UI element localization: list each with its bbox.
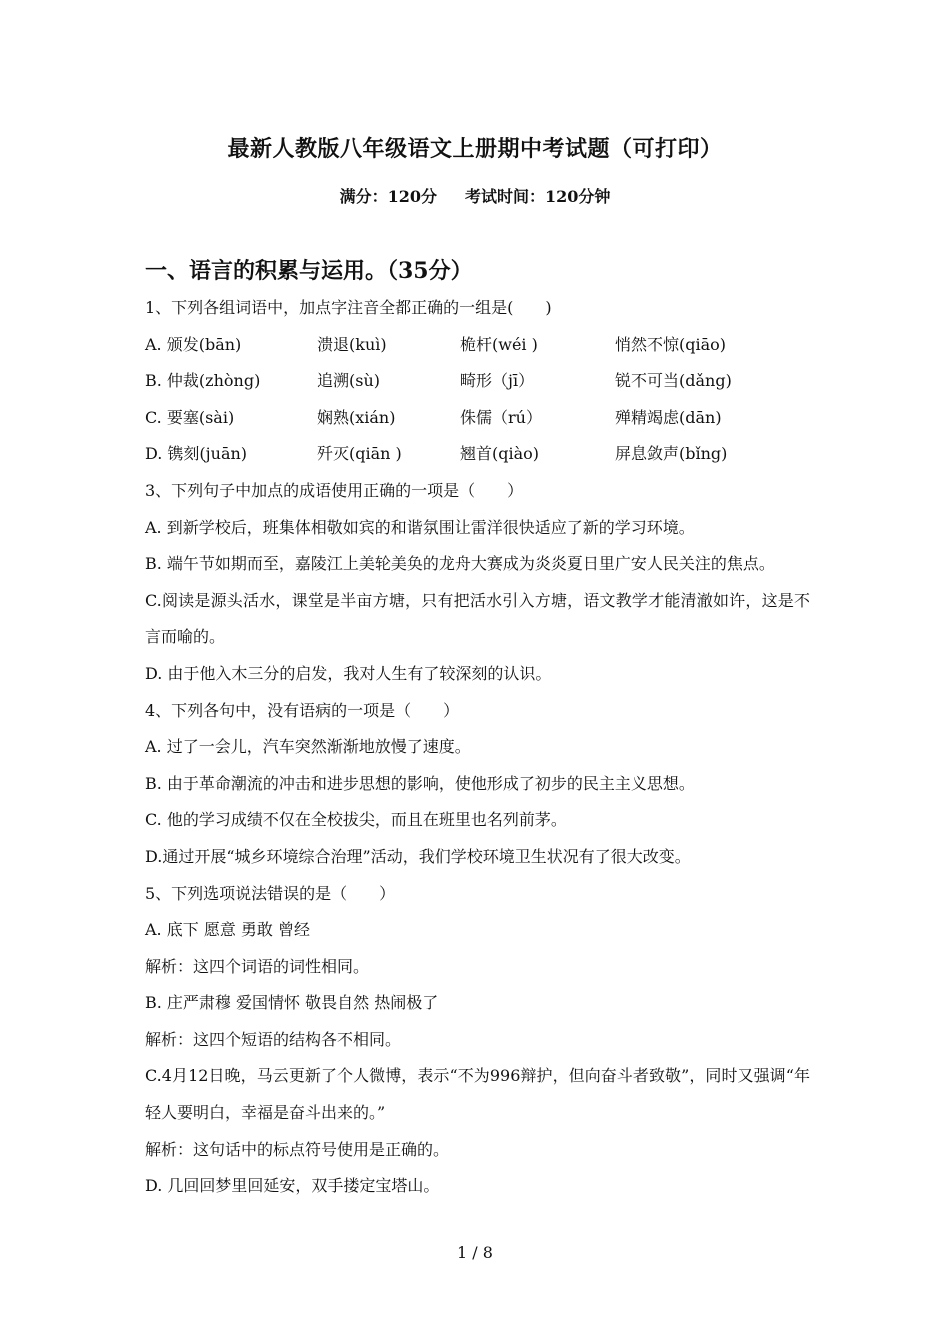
option-cell: 溃退(kuì): [317, 334, 387, 354]
question-3-option-b: B. 端午节如期而至，嘉陵江上美轮美奂的龙舟大赛成为炎炎夏日里广安人民关注的焦点。: [145, 554, 775, 574]
exam-time: 考试时间：120分钟: [465, 187, 611, 206]
question-5-option-c: C.4月12日晚，马云更新了个人微博，表示“不为996辩护，但向奋斗者致敬”，同时又强调“年轻人要明白，幸福是奋斗出来的。”: [145, 1066, 810, 1123]
full-score: 满分：120分: [339, 187, 437, 206]
option-cell: 侏儒（rú）: [460, 407, 542, 427]
option-cell: 追溯(sù): [317, 371, 381, 391]
question-1-row-b: [145, 363, 810, 400]
option-cell: A. 颁发(bān): [145, 334, 242, 354]
question-5-option-b: B. 庄严肃穆 爱国情怀 敬畏自然 热闹极了: [145, 993, 439, 1013]
question-4-option-a: A. 过了一会儿，汽车突然渐渐地放慢了速度。: [145, 737, 471, 757]
exam-meta: [0, 184, 950, 207]
question-5-stem: 5、下列选项说法错误的是（ ）: [145, 883, 396, 903]
option-cell: 翘首(qiào): [460, 444, 540, 464]
question-4-stem: 4、下列各句中，没有语病的一项是（ ）: [145, 700, 460, 720]
option-cell: B. 仲裁(zhòng): [145, 371, 261, 391]
option-cell: 锐不可当(dǎng): [615, 371, 732, 391]
exam-content: [145, 252, 810, 1205]
section-heading: 一、语言的积累与运用。（35分）: [145, 258, 473, 284]
option-cell: 屏息敛声(bǐng): [615, 444, 728, 464]
question-1-row-c: [145, 400, 810, 437]
question-3-option-a: A. 到新学校后，班集体相敬如宾的和谐氛围让雷洋很快适应了新的学习环境。: [145, 517, 695, 537]
question-3-stem: 3、下列句子中加点的成语使用正确的一项是（ ）: [145, 480, 524, 500]
option-cell: 殚精竭虑(dān): [615, 407, 722, 427]
question-4-option-c: C. 他的学习成绩不仅在全校拔尖，而且在班里也名列前茅。: [145, 810, 567, 830]
question-1-row-d: [145, 436, 810, 473]
option-cell: C. 要塞(sài): [145, 407, 235, 427]
question-5-note-a: 解析：这四个词语的词性相同。: [145, 956, 370, 976]
question-4-option-d: D.通过开展“城乡环境综合治理”活动，我们学校环境卫生状况有了很大改变。: [145, 846, 691, 866]
question-1-row-a: [145, 327, 810, 364]
question-5-note-c: 解析：这句话中的标点符号使用是正确的。: [145, 1139, 450, 1159]
option-cell: 畸形（jī）: [460, 371, 535, 391]
page-number: 1 / 8: [457, 1243, 493, 1262]
option-cell: 悄然不惊(qiāo): [615, 334, 727, 354]
option-cell: 歼灭(qiān ): [317, 444, 402, 464]
question-5-option-d: D. 几回回梦里回延安，双手搂定宝塔山。: [145, 1176, 440, 1196]
question-1-stem: 1、下列各组词语中，加点字注音全都正确的一组是( ): [145, 298, 552, 317]
question-4-option-b: B. 由于革命潮流的冲击和进步思想的影响，使他形成了初步的民主主义思想。: [145, 773, 695, 793]
question-5-note-b: 解析：这四个短语的结构各不相同。: [145, 1029, 402, 1049]
page-title: 最新人教版八年级语文上册期中考试题（可打印）: [227, 136, 723, 162]
option-cell: 娴熟(xián): [317, 407, 396, 427]
question-5-option-a: A. 底下 愿意 勇敢 曾经: [145, 920, 310, 940]
option-cell: 桅杆(wéi ): [460, 334, 538, 354]
option-cell: D. 镌刻(juān): [145, 444, 248, 464]
question-3-option-c: C.阅读是源头活水，课堂是半亩方塘，只有把活水引入方塘，语文教学才能清澈如许，这是不言而喻的。: [145, 590, 810, 647]
question-3-option-d: D. 由于他入木三分的启发，我对人生有了较深刻的认识。: [145, 663, 552, 683]
